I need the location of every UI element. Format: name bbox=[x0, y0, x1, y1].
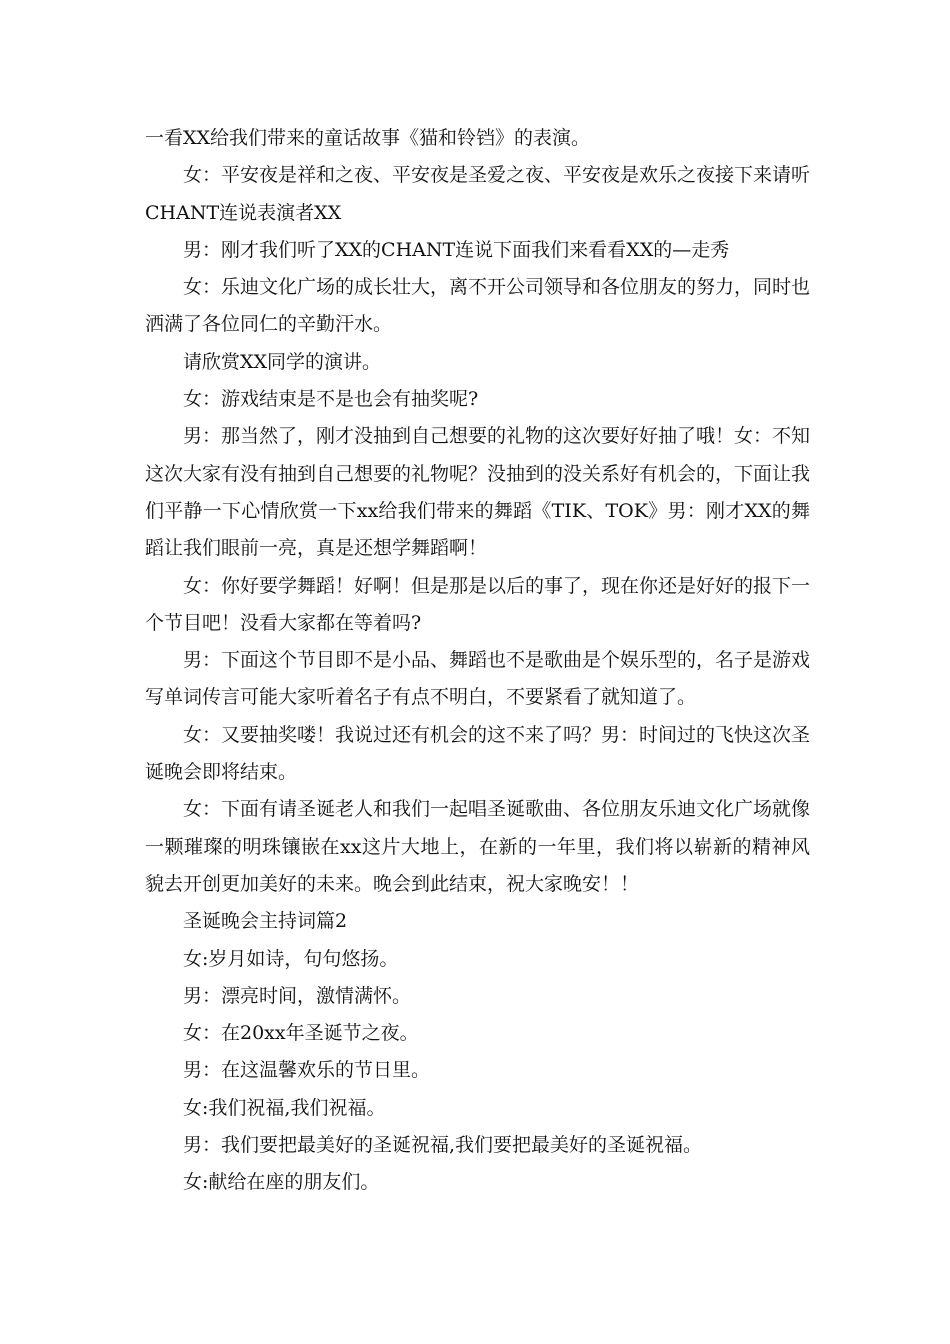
paragraph: 男：我们要把最美好的圣诞祝福,我们要把最美好的圣诞祝福。 bbox=[183, 1134, 703, 1157]
paragraph: 男：下面这个节目即不是小品、舞蹈也不是歌曲是个娱乐型的，名子是游戏写单词传言可能大家听着名子有点不明白，不要紧看了就知道了。 bbox=[145, 649, 811, 709]
paragraph: 男：漂亮时间，激情满怀。 bbox=[183, 984, 412, 1007]
paragraph: 女：乐迪文化广场的成长壮大，离不开公司领导和各位朋友的努力，同时也洒满了各位同仁的辛勤汗水。 bbox=[145, 276, 811, 336]
paragraph: 男：刚才我们听了XX的CHANT连说下面我们来看看XX的—走秀 bbox=[183, 238, 730, 261]
section-heading: 圣诞晚会主持词篇2 bbox=[183, 910, 348, 933]
paragraph: 女:我们祝福,我们祝福。 bbox=[183, 1096, 386, 1119]
paragraph: 女:献给在座的朋友们。 bbox=[183, 1171, 380, 1194]
paragraph: 一看XX给我们带来的童话故事《猫和铃铛》的表演。 bbox=[145, 127, 591, 149]
paragraph: 请欣赏XX同学的演讲。 bbox=[183, 350, 382, 373]
paragraph: 女：平安夜是祥和之夜、平安夜是圣爱之夜、平安夜是欢乐之夜接下来请听CHANT连说表演者XX bbox=[145, 164, 811, 224]
paragraph: 女：下面有请圣诞老人和我们一起唱圣诞歌曲、各位朋友乐迪文化广场就像一颗璀璨的明珠镶嵌在xx这片大地上，在新的一年里，我们将以崭新的精神风貌去开创更加美好的未来。晚会到此结束，祝大家晚安！！ bbox=[145, 798, 811, 895]
paragraph: 男：那当然了，刚才没抽到自己想要的礼物的这次要好好抽了哦！女：不知这次大家有没有抽到自己想要的礼物呢？没抽到的没关系好有机会的，下面让我们平静一下心情欣赏一下xx给我们带来的舞蹈《TIK、TOK》男：刚才XX的舞蹈让我们眼前一亮，真是还想学舞蹈啊！ bbox=[145, 425, 811, 560]
paragraph: 男：在这温馨欢乐的节日里。 bbox=[183, 1059, 431, 1082]
document-body bbox=[145, 120, 810, 1202]
paragraph: 女：又要抽奖喽！我说过还有机会的这不来了吗？男：时间过的飞快这次圣诞晚会即将结束。 bbox=[145, 723, 811, 784]
paragraph: 女:岁月如诗，句句悠扬。 bbox=[183, 947, 399, 970]
paragraph: 女：在20xx年圣诞节之夜。 bbox=[183, 1022, 419, 1045]
paragraph: 女：你好要学舞蹈！好啊！但是那是以后的事了，现在你还是好好的报下一个节目吧！没看大家都在等着吗? bbox=[145, 574, 811, 634]
paragraph: 女：游戏结束是不是也会有抽奖呢? bbox=[183, 388, 479, 411]
